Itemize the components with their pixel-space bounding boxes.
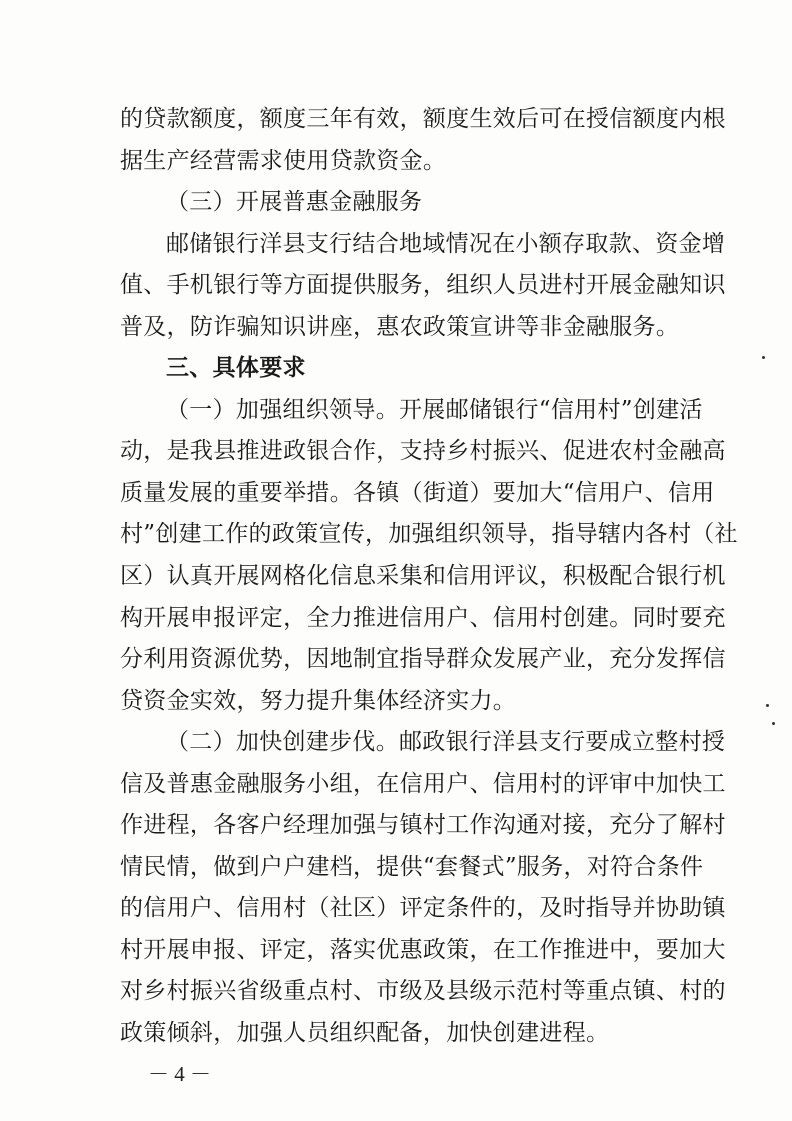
text-line: 政策倾斜，加强人员组织配备，加快创建进程。 (120, 1020, 610, 1046)
text-line: 作进程，各客户经理加强与镇村工作沟通对接，充分了解村 (120, 812, 726, 838)
text-line: 村”创建工作的政策宣传，加强组织领导，指导辖内各村（社 (120, 521, 738, 547)
scan-speck (772, 722, 775, 725)
scan-speck (766, 704, 769, 707)
text-line: 对乡村振兴省级重点村、市级及县级示范村等重点镇、村的 (120, 978, 726, 1004)
text-line: 质量发展的重要举措。各镇（街道）要加大“信用户、信用 (120, 480, 715, 506)
text-line: 据生产经营需求使用贷款资金。 (120, 148, 447, 174)
text-line: 的贷款额度，额度三年有效，额度生效后可在授信额度内根 (120, 106, 726, 132)
text-line: 动，是我县推进政银合作，支持乡村振兴、促进农村金融高 (120, 438, 726, 464)
text-line: 构开展申报评定，全力推进信用户、信用村创建。同时要充 (120, 605, 726, 631)
text-line: 值、手机银行等方面提供服务，组织人员进村开展金融知识 (120, 272, 726, 298)
text-line: （二）加快创建步伐。邮政银行洋县支行要成立整村授 (166, 729, 726, 755)
text-line: 的信用户、信用村（社区）评定条件的，及时指导并协助镇 (120, 895, 726, 921)
section-subheading: （三）开展普惠金融服务 (166, 189, 423, 215)
text-line: 贷资金实效，努力提升集体经济实力。 (120, 688, 517, 714)
section-heading: 三、具体要求 (166, 355, 306, 381)
text-line: （一）加强组织领导。开展邮储银行“信用村”创建活 (166, 397, 703, 423)
text-line: 信及普惠金融服务小组，在信用户、信用村的评审中加快工 (120, 771, 726, 797)
page-number: － 4 － (148, 1062, 211, 1086)
text-line: 普及，防诈骗知识讲座，惠农政策宣讲等非金融服务。 (120, 314, 680, 340)
text-line: 情民情，做到户户建档，提供“套餐式”服务，对符合条件 (120, 854, 704, 880)
text-line: 分利用资源优势，因地制宜指导群众发展产业，充分发挥信 (120, 646, 726, 672)
text-line: 区）认真开展网格化信息采集和信用评议，积极配合银行机 (120, 563, 726, 589)
scan-speck (762, 356, 765, 359)
text-line: 村开展申报、评定，落实优惠政策，在工作推进中，要加大 (120, 937, 726, 963)
text-line: 邮储银行洋县支行结合地域情况在小额存取款、资金增 (166, 231, 726, 257)
